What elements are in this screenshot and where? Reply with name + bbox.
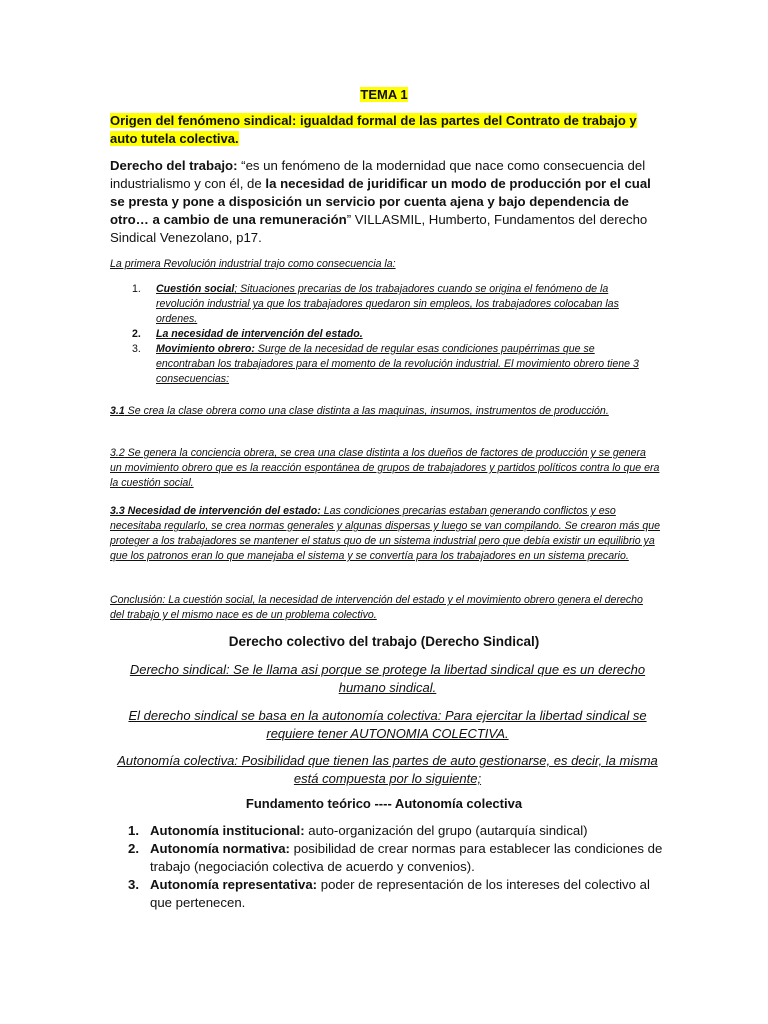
paragraph-3-3 — [110, 504, 660, 564]
origin-title — [110, 112, 655, 148]
fundamento-list — [110, 822, 665, 912]
list-item-label: La necesidad de intervención del estado. — [156, 328, 363, 340]
list-item — [110, 342, 655, 387]
list-item-label: Autonomía representativa: — [150, 877, 318, 892]
list-item — [110, 876, 665, 912]
list-item-label: Autonomía institucional: — [150, 823, 305, 838]
list-item-number: 1. — [132, 283, 141, 295]
derecho-trabajo-label: Derecho del trabajo: — [110, 158, 238, 173]
derecho-trabajo-quote-end: ” VILLASMIL, Humberto, Fundamentos del derecho Sindical Venezolano, p17. — [110, 212, 648, 245]
list-item — [110, 327, 655, 342]
list-item-text: poder de representación de los intereses del colectivo al que pertenecen. — [150, 877, 650, 910]
derecho-trabajo-quote-bold: la necesidad de juridificar un modo de producción por el cual se presta y pone a disposición un servicio por cuenta ajena y bajo dependencia de otro… a cambio de una remuneración — [110, 176, 651, 227]
paragraph-3-2 — [110, 446, 660, 491]
list-item — [110, 282, 655, 327]
revolution-list — [110, 282, 655, 387]
cita-derecho-sindical: Derecho sindical: Se le llama asi porque se protege la libertad sindical que es un derecho humano sindical. — [129, 662, 646, 695]
list-item-number: 2. — [132, 328, 141, 340]
paragraph-3-3-label: 3.3 Necesidad de intervención del estado: — [110, 505, 321, 517]
tema-title — [0, 87, 768, 102]
heading-derecho-colectivo: Derecho colectivo del trabajo (Derecho Sindical) — [228, 634, 540, 649]
tema-title-text: TEMA 1 — [360, 87, 408, 102]
list-item-text: Surge de la necesidad de regular esas condiciones paupérrimas que se encontraban los trabajadores para el momento de la revolución industrial. El movimiento obrero tiene 3 consecuencias: — [156, 343, 639, 385]
list-item — [110, 822, 665, 840]
list-item-label: Movimiento obrero: — [156, 343, 255, 355]
list-item-number: 3. — [128, 877, 139, 892]
origin-title-text: Origen del fenómeno sindical: igualdad formal de las partes del Contrato de trabajo y auto tutela colectiva. — [110, 113, 637, 146]
list-item-number: 1. — [128, 823, 139, 838]
cita-definicion-autonomia: Autonomía colectiva: Posibilidad que tienen las partes de auto gestionarse, es decir, la misma está compuesta por lo siguiente; — [117, 753, 658, 786]
conclusion-paragraph: Conclusión: La cuestión social, la necesidad de intervención del estado y el movimiento obrero genera el derecho del trabajo y el mismo nace es de un problema colectivo. — [110, 594, 643, 621]
paragraph-3-1 — [110, 404, 655, 419]
paragraph-3-2-text: Se genera la conciencia obrera, se crea una clase distinta a los dueños de factores de producción y se genera un movimiento obrero que es la reacción espontánea de grupos de trabajadores y partidos políticos contra lo que era la cuestión social. — [110, 447, 660, 489]
list-item-text: ; Situaciones precarias de los trabajadores cuando se origina el fenómeno de la revolución industrial ya que los trabajadores quedaron sin empleos, los trabajadores colocaban las ordenes. — [156, 283, 619, 325]
list-item-text: auto-organización del grupo (autarquía sindical) — [304, 823, 588, 838]
list-item-number: 2. — [128, 841, 139, 856]
paragraph-3-3-text: Las condiciones precarias estaban generando conflictos y eso necesitaba regularlo, se crea normas generales y algunas dispersas y luego se van compilando. Se crearon más que proteger a los trabajadores se mantener el status quo de un sistema industrial pero que debía existir un equilibrio ya que los patronos eran lo que manejaba el sistema y se convertía para los trabajadores en un sistema precario. — [110, 505, 661, 562]
derecho-trabajo-quote-start: “es un fenómeno de la modernidad que nace como consecuencia del industrialismo y con él, de — [110, 158, 646, 191]
list-item-text: posibilidad de crear normas para establecer las condiciones de trabajo (negociación colectiva de acuerdo y convenios). — [150, 841, 663, 874]
list-item-label: Autonomía normativa: — [150, 841, 290, 856]
paragraph-3-2-number: 3.2 — [110, 447, 125, 459]
list-item — [110, 840, 665, 876]
revolution-intro: La primera Revolución industrial trajo como consecuencia la: — [110, 258, 396, 270]
paragraph-3-1-number: 3.1 — [110, 405, 125, 417]
derecho-trabajo-paragraph — [110, 157, 665, 247]
list-item-number: 3. — [132, 343, 141, 355]
list-item-label: Cuestión social — [156, 283, 235, 295]
heading-fundamento-teorico: Fundamento teórico ---- Autonomía colectiva — [245, 796, 523, 811]
paragraph-3-1-text: Se crea la clase obrera como una clase distinta a las maquinas, insumos, instrumentos de producción. — [124, 405, 609, 417]
cita-autonomia-colectiva: El derecho sindical se basa en la autonomía colectiva: Para ejercitar la libertad sindical se requiere tener AUTONOMIA COLECTIVA. — [128, 708, 647, 741]
